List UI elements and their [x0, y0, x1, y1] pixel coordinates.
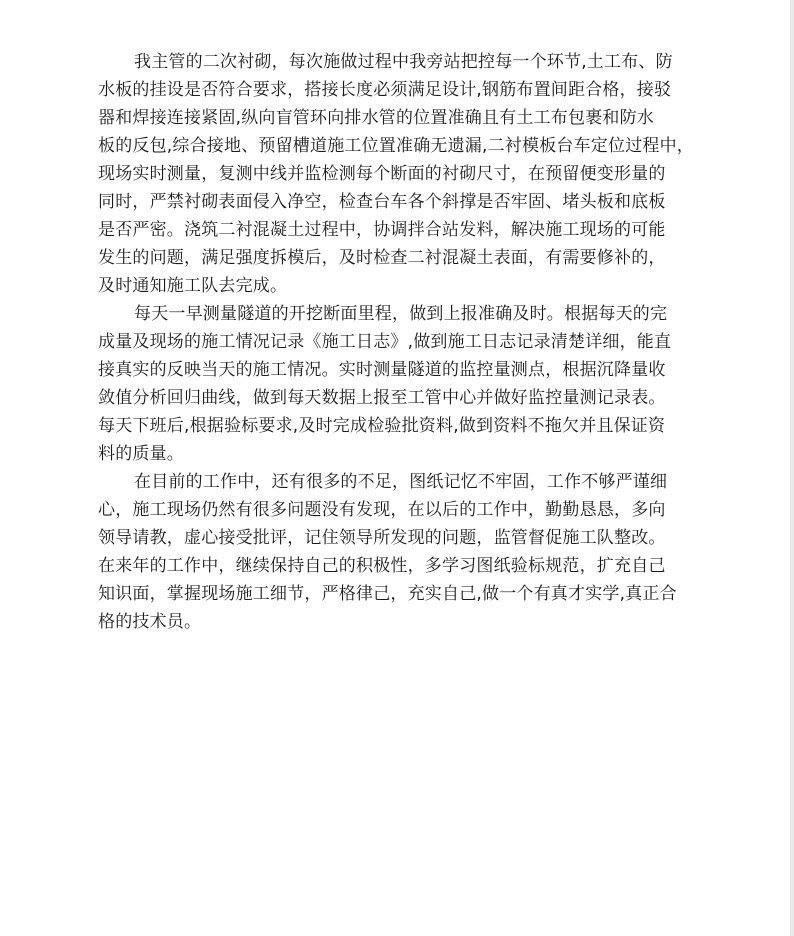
text-line: 在目前的工作中，还有很多的不足，图纸记忆不牢固，工作不够严谨细: [134, 472, 668, 492]
text-line: 格的技术员。: [98, 612, 202, 632]
paragraph-3: [98, 468, 738, 636]
text-line: 成量及现场的施工情况记录《施工日志》,做到施工日志记录清楚详细，能直: [98, 332, 672, 352]
text-line: 发生的问题，满足强度拆模后，及时检查二衬混凝土表面，有需要修补的，: [98, 248, 666, 268]
text-line: 现场实时测量，复测中线并监检测每个断面的衬砌尺寸，在预留便变形量的: [98, 164, 666, 184]
text-line: 我主管的二次衬砌，每次施做过程中我旁站把控每一个环节,土工布、防: [134, 52, 673, 72]
document-body: [98, 48, 738, 636]
text-line: 是否严密。浇筑二衬混凝土过程中，协调拌合站发料，解决施工现场的可能: [98, 220, 666, 240]
text-line: 在来年的工作中，继续保持自己的积极性，多学习图纸验标规范，扩充自己: [98, 556, 666, 576]
text-line: 心，施工现场仍然有很多问题没有发现，在以后的工作中，勤勤恳恳，多向: [98, 500, 666, 520]
text-line: 领导请教，虚心接受批评，记住领导所发现的问题，监管督促施工队整改。: [98, 528, 666, 548]
text-line: 知识面，掌握现场施工细节，严格律己，充实自己,做一个有真才实学,真正合: [98, 584, 677, 604]
text-line: 每天一早测量隧道的开挖断面里程，做到上报准确及时。根据每天的完: [134, 304, 668, 324]
text-line: 同时，严禁衬砌表面侵入净空，检查台车各个斜撑是否牢固、堵头板和底板: [98, 192, 666, 212]
text-line: 敛值分析回归曲线，做到每天数据上报至工管中心并做好监控量测记录表。: [98, 388, 666, 408]
text-line: 器和焊接连接紧固,纵向盲管环向排水管的位置准确且有土工布包裹和防水: [98, 108, 655, 128]
text-line: 每天下班后,根据验标要求,及时完成检验批资料,做到资料不拖欠并且保证资: [98, 416, 666, 436]
text-line: 板的反包,综合接地、预留槽道施工位置准确无遗漏,二衬模板台车定位过程中，: [98, 136, 695, 156]
text-line: 及时通知施工队去完成。: [98, 276, 288, 296]
text-line: 水板的挂设是否符合要求，搭接长度必须满足设计,钢筋布置间距合格，接驳: [98, 80, 672, 100]
paragraph-1: [98, 48, 738, 300]
text-line: 料的质量。: [98, 444, 184, 464]
page-edge: [790, 0, 794, 936]
paragraph-2: [98, 300, 738, 468]
text-line: 接真实的反映当天的施工情况。实时测量隧道的监控量测点，根据沉降量收: [98, 360, 666, 380]
